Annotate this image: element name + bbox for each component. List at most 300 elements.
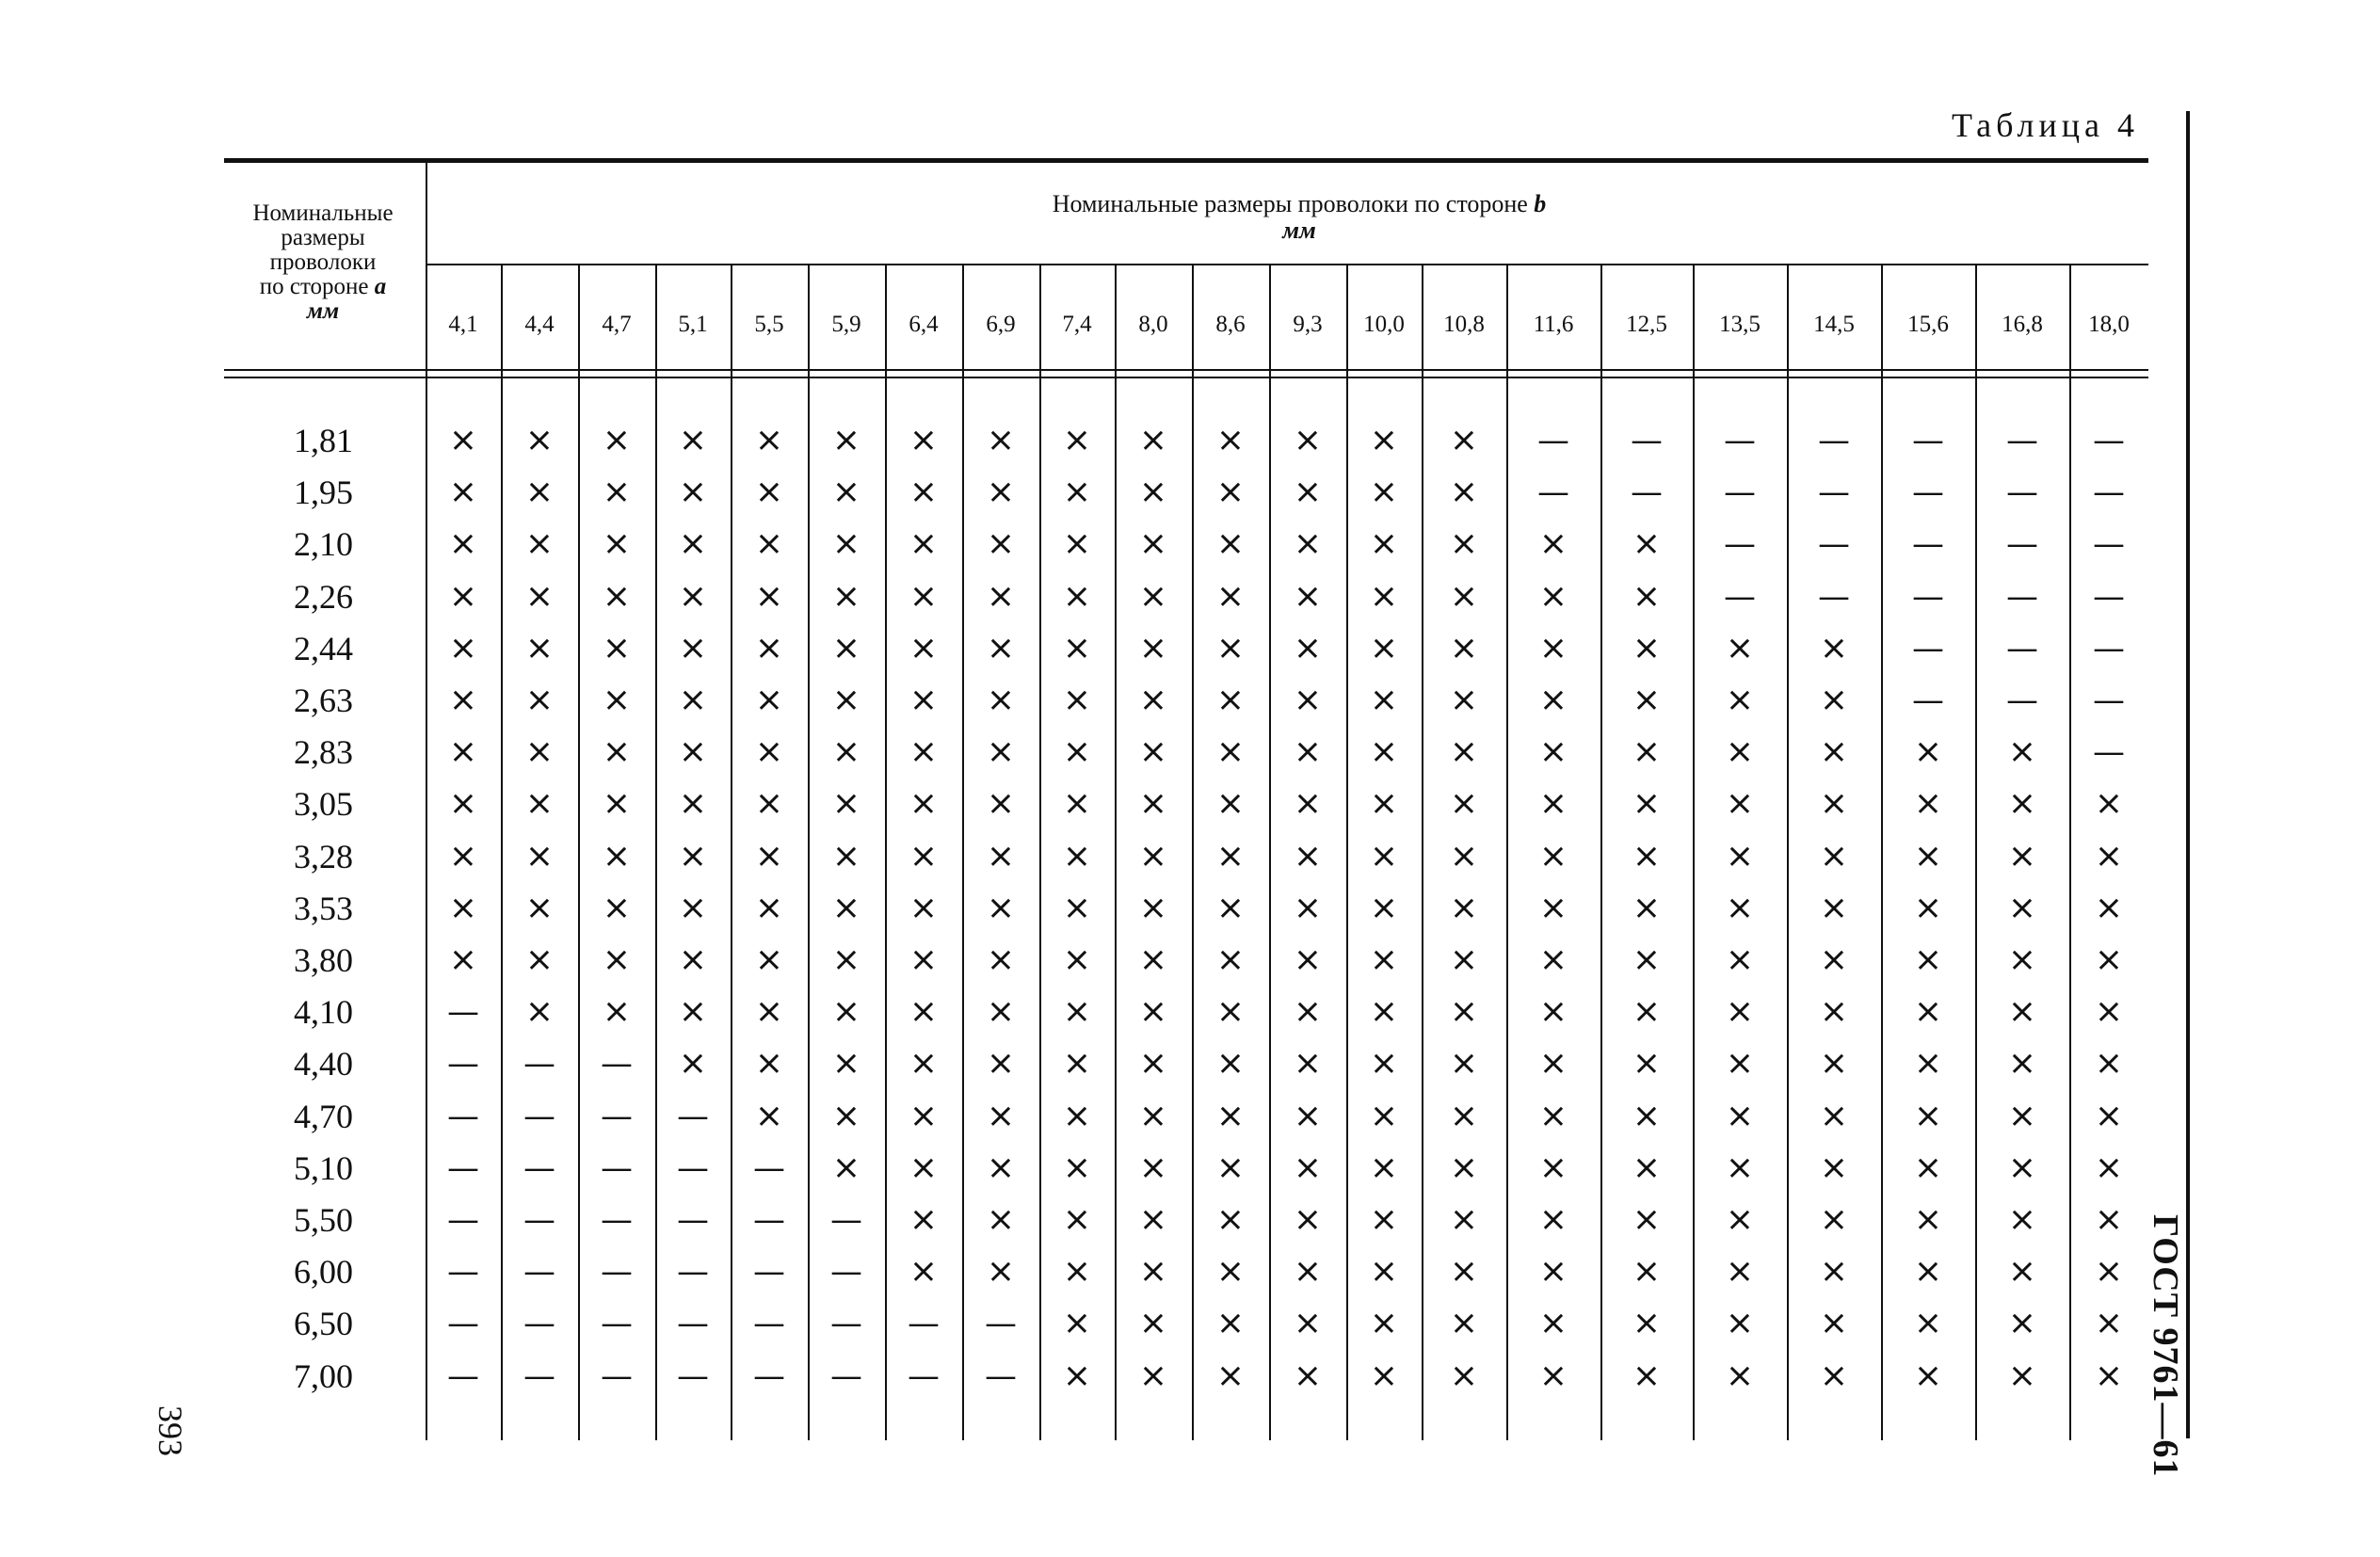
available-mark: ×	[1913, 992, 1943, 1032]
available-mark: ×	[1138, 784, 1168, 824]
available-mark: ×	[1215, 940, 1246, 979]
available-mark: ×	[1215, 421, 1246, 459]
unavailable-mark: —	[677, 1253, 709, 1292]
available-mark: ×	[754, 681, 784, 719]
column-header-b: 8,6	[1215, 312, 1246, 337]
available-mark: ×	[1819, 836, 1849, 875]
standard-label: ГОСТ 9761—61	[2146, 1214, 2185, 1478]
available-mark: ×	[909, 1148, 939, 1187]
available-mark: ×	[831, 1044, 861, 1083]
available-mark: ×	[1138, 524, 1168, 564]
header-double-rule-1	[224, 369, 2148, 371]
available-mark: ×	[1293, 1044, 1323, 1083]
available-mark: ×	[1538, 836, 1568, 875]
available-mark: ×	[831, 732, 861, 772]
column-header-b: 5,9	[831, 312, 861, 337]
row-header-a: 5,50	[294, 1201, 353, 1239]
available-mark: ×	[1369, 473, 1399, 512]
available-mark: ×	[2007, 888, 2037, 927]
column-divider	[1192, 264, 1194, 1440]
available-mark: ×	[1725, 784, 1755, 824]
available-mark: ×	[1369, 836, 1399, 875]
available-mark: ×	[2094, 1044, 2124, 1083]
available-mark: ×	[1062, 473, 1092, 512]
available-mark: ×	[1369, 784, 1399, 824]
available-mark: ×	[1819, 1200, 1849, 1239]
available-mark: ×	[1449, 681, 1479, 719]
unavailable-mark: —	[1912, 525, 1944, 564]
unavailable-mark: —	[1537, 422, 1569, 459]
available-mark: ×	[2007, 1148, 2037, 1187]
column-header-b: 14,5	[1813, 312, 1855, 337]
available-mark: ×	[2007, 1304, 2037, 1343]
available-mark: ×	[1538, 1096, 1568, 1135]
unavailable-mark: —	[1537, 474, 1569, 512]
available-mark: ×	[909, 940, 939, 979]
available-mark: ×	[1138, 992, 1168, 1032]
available-mark: ×	[831, 473, 861, 512]
unavailable-mark: —	[601, 1305, 633, 1343]
available-mark: ×	[2007, 836, 2037, 875]
right-margin-rule	[2186, 111, 2190, 1438]
column-header-b: 5,1	[678, 312, 708, 337]
available-mark: ×	[1449, 784, 1479, 824]
available-mark: ×	[1369, 1148, 1399, 1187]
available-mark: ×	[1293, 421, 1323, 459]
available-mark: ×	[1215, 732, 1246, 772]
available-mark: ×	[1293, 784, 1323, 824]
available-mark: ×	[2094, 836, 2124, 875]
available-mark: ×	[1913, 784, 1943, 824]
available-mark: ×	[448, 888, 478, 927]
available-mark: ×	[1138, 473, 1168, 512]
available-mark: ×	[1725, 1252, 1755, 1292]
available-mark: ×	[831, 888, 861, 927]
available-mark: ×	[1538, 732, 1568, 772]
row-header-a: 4,10	[294, 993, 353, 1032]
available-mark: ×	[1449, 1044, 1479, 1083]
unavailable-mark: —	[1631, 422, 1663, 459]
available-mark: ×	[1632, 628, 1662, 667]
column-header-b: 4,7	[602, 312, 632, 337]
unavailable-mark: —	[447, 1148, 479, 1187]
unavailable-mark: —	[908, 1305, 940, 1343]
header-double-rule-2	[224, 377, 2148, 378]
available-mark: ×	[1215, 524, 1246, 564]
available-mark: ×	[2007, 940, 2037, 979]
available-mark: ×	[1538, 628, 1568, 667]
available-mark: ×	[1293, 1252, 1323, 1292]
unavailable-mark: —	[753, 1305, 785, 1343]
available-mark: ×	[678, 628, 708, 667]
available-mark: ×	[2094, 1200, 2124, 1239]
unavailable-mark: —	[447, 1097, 479, 1135]
available-mark: ×	[678, 940, 708, 979]
column-divider	[578, 264, 580, 1440]
available-mark: ×	[1062, 1148, 1092, 1187]
available-mark: ×	[1913, 1096, 1943, 1135]
available-mark: ×	[909, 888, 939, 927]
available-mark: ×	[754, 576, 784, 616]
unavailable-mark: —	[601, 1097, 633, 1135]
unavailable-mark: —	[523, 1253, 555, 1292]
available-mark: ×	[1449, 836, 1479, 875]
available-mark: ×	[986, 681, 1016, 719]
available-mark: ×	[1138, 1356, 1168, 1395]
row-header-a: 6,50	[294, 1305, 353, 1343]
unavailable-mark: —	[1912, 577, 1944, 616]
available-mark: ×	[986, 888, 1016, 927]
available-mark: ×	[2007, 1356, 2037, 1395]
available-mark: ×	[1138, 1044, 1168, 1083]
available-mark: ×	[1062, 836, 1092, 875]
column-divider	[1975, 264, 1977, 1440]
available-mark: ×	[1538, 1148, 1568, 1187]
available-mark: ×	[602, 473, 632, 512]
available-mark: ×	[1215, 628, 1246, 667]
available-mark: ×	[1538, 576, 1568, 616]
unavailable-mark: —	[2006, 682, 2038, 719]
available-mark: ×	[1913, 888, 1943, 927]
available-mark: ×	[448, 836, 478, 875]
column-header-b: 9,3	[1293, 312, 1323, 337]
unavailable-mark: —	[523, 1201, 555, 1239]
available-mark: ×	[1819, 1148, 1849, 1187]
available-mark: ×	[602, 888, 632, 927]
available-mark: ×	[1215, 1356, 1246, 1395]
available-mark: ×	[1138, 421, 1168, 459]
available-mark: ×	[602, 940, 632, 979]
available-mark: ×	[2007, 1096, 2037, 1135]
available-mark: ×	[524, 421, 555, 459]
available-mark: ×	[1725, 992, 1755, 1032]
available-mark: ×	[524, 681, 555, 719]
available-mark: ×	[1449, 940, 1479, 979]
available-mark: ×	[754, 628, 784, 667]
available-mark: ×	[986, 576, 1016, 616]
column-divider	[1506, 264, 1508, 1440]
available-mark: ×	[448, 628, 478, 667]
available-mark: ×	[909, 1096, 939, 1135]
available-mark: ×	[1293, 1200, 1323, 1239]
row-header-a: 3,53	[294, 889, 353, 927]
available-mark: ×	[1369, 1044, 1399, 1083]
available-mark: ×	[1215, 836, 1246, 875]
available-mark: ×	[1449, 473, 1479, 512]
available-mark: ×	[678, 888, 708, 927]
available-mark: ×	[1632, 1304, 1662, 1343]
available-mark: ×	[1449, 628, 1479, 667]
available-mark: ×	[986, 628, 1016, 667]
header-b-line-1	[941, 191, 1657, 217]
unavailable-mark: —	[1818, 525, 1850, 564]
available-mark: ×	[1449, 888, 1479, 927]
unavailable-mark: —	[523, 1356, 555, 1395]
available-mark: ×	[831, 1096, 861, 1135]
available-mark: ×	[1819, 1304, 1849, 1343]
available-mark: ×	[678, 681, 708, 719]
available-mark: ×	[1632, 1252, 1662, 1292]
available-mark: ×	[448, 421, 478, 459]
unavailable-mark: —	[447, 1305, 479, 1343]
available-mark: ×	[1062, 628, 1092, 667]
available-mark: ×	[754, 1096, 784, 1135]
available-mark: ×	[524, 524, 555, 564]
available-mark: ×	[1215, 576, 1246, 616]
unavailable-mark: —	[1818, 474, 1850, 512]
available-mark: ×	[1293, 836, 1323, 875]
column-header-b: 7,4	[1062, 312, 1092, 337]
available-mark: ×	[524, 628, 555, 667]
available-mark: ×	[754, 732, 784, 772]
available-mark: ×	[1725, 888, 1755, 927]
unavailable-mark: —	[447, 1253, 479, 1292]
unavailable-mark: —	[2093, 682, 2125, 719]
available-mark: ×	[1215, 473, 1246, 512]
available-mark: ×	[524, 940, 555, 979]
available-mark: ×	[831, 576, 861, 616]
available-mark: ×	[909, 836, 939, 875]
available-mark: ×	[909, 1044, 939, 1083]
row-header-a: 3,28	[294, 837, 353, 875]
available-mark: ×	[1819, 732, 1849, 772]
column-header-b: 5,5	[754, 312, 784, 337]
unavailable-mark: —	[523, 1148, 555, 1187]
available-mark: ×	[1138, 888, 1168, 927]
available-mark: ×	[1725, 1096, 1755, 1135]
available-mark: ×	[1138, 628, 1168, 667]
available-mark: ×	[986, 784, 1016, 824]
available-mark: ×	[1538, 1304, 1568, 1343]
available-mark: ×	[1725, 1200, 1755, 1239]
row-header-a: 5,10	[294, 1148, 353, 1187]
available-mark: ×	[1632, 1044, 1662, 1083]
column-header-b: 8,0	[1138, 312, 1168, 337]
available-mark: ×	[448, 473, 478, 512]
row-header-a: 2,26	[294, 577, 353, 616]
available-mark: ×	[1293, 940, 1323, 979]
unavailable-mark: —	[447, 1356, 479, 1395]
available-mark: ×	[602, 628, 632, 667]
available-mark: ×	[524, 836, 555, 875]
header-a-line-1: Номинальные	[252, 201, 394, 226]
available-mark: ×	[1538, 888, 1568, 927]
available-mark: ×	[1538, 940, 1568, 979]
available-mark: ×	[448, 784, 478, 824]
unavailable-mark: —	[753, 1356, 785, 1395]
column-header-b: 10,0	[1363, 312, 1405, 337]
column-header-b: 6,9	[986, 312, 1016, 337]
row-header-a: 2,10	[294, 525, 353, 564]
available-mark: ×	[1449, 1148, 1479, 1187]
available-mark: ×	[1062, 1304, 1092, 1343]
available-mark: ×	[1293, 732, 1323, 772]
row-header-a: 7,00	[294, 1356, 353, 1395]
available-mark: ×	[678, 421, 708, 459]
available-mark: ×	[1369, 1304, 1399, 1343]
available-mark: ×	[1369, 524, 1399, 564]
available-mark: ×	[754, 992, 784, 1032]
available-mark: ×	[1062, 732, 1092, 772]
available-mark: ×	[1538, 681, 1568, 719]
available-mark: ×	[1632, 784, 1662, 824]
available-mark: ×	[448, 732, 478, 772]
available-mark: ×	[754, 940, 784, 979]
available-mark: ×	[1215, 1148, 1246, 1187]
available-mark: ×	[1369, 732, 1399, 772]
available-mark: ×	[1138, 732, 1168, 772]
available-mark: ×	[1725, 940, 1755, 979]
row-header-a: 3,80	[294, 941, 353, 979]
available-mark: ×	[1138, 836, 1168, 875]
unavailable-mark: —	[830, 1356, 862, 1395]
available-mark: ×	[1913, 940, 1943, 979]
available-mark: ×	[448, 524, 478, 564]
unavailable-mark: —	[677, 1201, 709, 1239]
column-divider	[1422, 264, 1423, 1440]
unavailable-mark: —	[523, 1305, 555, 1343]
available-mark: ×	[1449, 421, 1479, 459]
unavailable-mark: —	[1724, 474, 1756, 512]
available-mark: ×	[448, 940, 478, 979]
available-mark: ×	[831, 940, 861, 979]
unavailable-mark: —	[601, 1148, 633, 1187]
available-mark: ×	[1293, 628, 1323, 667]
available-mark: ×	[754, 836, 784, 875]
available-mark: ×	[754, 473, 784, 512]
available-mark: ×	[524, 732, 555, 772]
unavailable-mark: —	[1724, 422, 1756, 459]
available-mark: ×	[986, 992, 1016, 1032]
available-mark: ×	[448, 576, 478, 616]
column-header-b: 10,8	[1443, 312, 1485, 337]
column-divider	[655, 264, 657, 1440]
available-mark: ×	[1062, 940, 1092, 979]
available-mark: ×	[524, 888, 555, 927]
unavailable-mark: —	[1818, 577, 1850, 616]
column-header-b: 4,1	[448, 312, 478, 337]
available-mark: ×	[754, 524, 784, 564]
available-mark: ×	[1293, 524, 1323, 564]
unavailable-mark: —	[2006, 525, 2038, 564]
available-mark: ×	[1138, 1148, 1168, 1187]
available-mark: ×	[1725, 1304, 1755, 1343]
unavailable-mark: —	[2093, 525, 2125, 564]
available-mark: ×	[1215, 681, 1246, 719]
available-mark: ×	[1632, 940, 1662, 979]
available-mark: ×	[1215, 1252, 1246, 1292]
unavailable-mark: —	[601, 1045, 633, 1083]
available-mark: ×	[2094, 1252, 2124, 1292]
unavailable-mark: —	[601, 1356, 633, 1395]
available-mark: ×	[1449, 576, 1479, 616]
available-mark: ×	[602, 681, 632, 719]
available-mark: ×	[986, 1148, 1016, 1187]
available-mark: ×	[1819, 1252, 1849, 1292]
available-mark: ×	[2007, 992, 2037, 1032]
unavailable-mark: —	[1912, 474, 1944, 512]
available-mark: ×	[524, 576, 555, 616]
available-mark: ×	[831, 836, 861, 875]
unavailable-mark: —	[1912, 422, 1944, 459]
unavailable-mark: —	[2006, 629, 2038, 667]
available-mark: ×	[2007, 1200, 2037, 1239]
available-mark: ×	[1062, 888, 1092, 927]
available-mark: ×	[678, 836, 708, 875]
available-mark: ×	[1369, 628, 1399, 667]
available-mark: ×	[1913, 1356, 1943, 1395]
row-header-a: 2,63	[294, 682, 353, 719]
available-mark: ×	[986, 524, 1016, 564]
unavailable-mark: —	[2093, 422, 2125, 459]
unavailable-mark: —	[908, 1356, 940, 1395]
unavailable-mark: —	[2093, 474, 2125, 512]
available-mark: ×	[1449, 1252, 1479, 1292]
available-mark: ×	[678, 524, 708, 564]
available-mark: ×	[1293, 1148, 1323, 1187]
available-mark: ×	[909, 576, 939, 616]
available-mark: ×	[1913, 1304, 1943, 1343]
available-mark: ×	[1215, 1096, 1246, 1135]
available-mark: ×	[831, 628, 861, 667]
available-mark: ×	[1369, 1252, 1399, 1292]
available-mark: ×	[602, 732, 632, 772]
available-mark: ×	[602, 576, 632, 616]
available-mark: ×	[1293, 1304, 1323, 1343]
unavailable-mark: —	[523, 1097, 555, 1135]
available-mark: ×	[986, 1044, 1016, 1083]
available-mark: ×	[1725, 732, 1755, 772]
column-divider	[731, 264, 732, 1440]
header-side-b	[941, 191, 1657, 244]
unavailable-mark: —	[1631, 474, 1663, 512]
available-mark: ×	[2007, 1252, 2037, 1292]
available-mark: ×	[2007, 784, 2037, 824]
available-mark: ×	[678, 992, 708, 1032]
available-mark: ×	[1819, 1356, 1849, 1395]
column-divider	[2069, 264, 2071, 1440]
header-a-line-4	[224, 275, 422, 299]
available-mark: ×	[1819, 888, 1849, 927]
unavailable-mark: —	[601, 1201, 633, 1239]
available-mark: ×	[1913, 732, 1943, 772]
available-mark: ×	[678, 473, 708, 512]
available-mark: ×	[909, 732, 939, 772]
available-mark: ×	[909, 524, 939, 564]
available-mark: ×	[1215, 1200, 1246, 1239]
column-divider	[1693, 264, 1695, 1440]
available-mark: ×	[1449, 1356, 1479, 1395]
available-mark: ×	[1138, 1252, 1168, 1292]
available-mark: ×	[909, 473, 939, 512]
unavailable-mark: —	[1912, 682, 1944, 719]
header-a-unit: мм	[306, 298, 340, 324]
column-divider	[1115, 264, 1117, 1440]
unavailable-mark: —	[2093, 629, 2125, 667]
available-mark: ×	[1913, 1252, 1943, 1292]
available-mark: ×	[1062, 524, 1092, 564]
column-divider	[1787, 264, 1789, 1440]
available-mark: ×	[1293, 1096, 1323, 1135]
available-mark: ×	[1369, 1096, 1399, 1135]
available-mark: ×	[1138, 1304, 1168, 1343]
available-mark: ×	[1913, 836, 1943, 875]
available-mark: ×	[1538, 1356, 1568, 1395]
available-mark: ×	[1632, 992, 1662, 1032]
available-mark: ×	[1293, 473, 1323, 512]
available-mark: ×	[1138, 1200, 1168, 1239]
available-mark: ×	[1293, 992, 1323, 1032]
